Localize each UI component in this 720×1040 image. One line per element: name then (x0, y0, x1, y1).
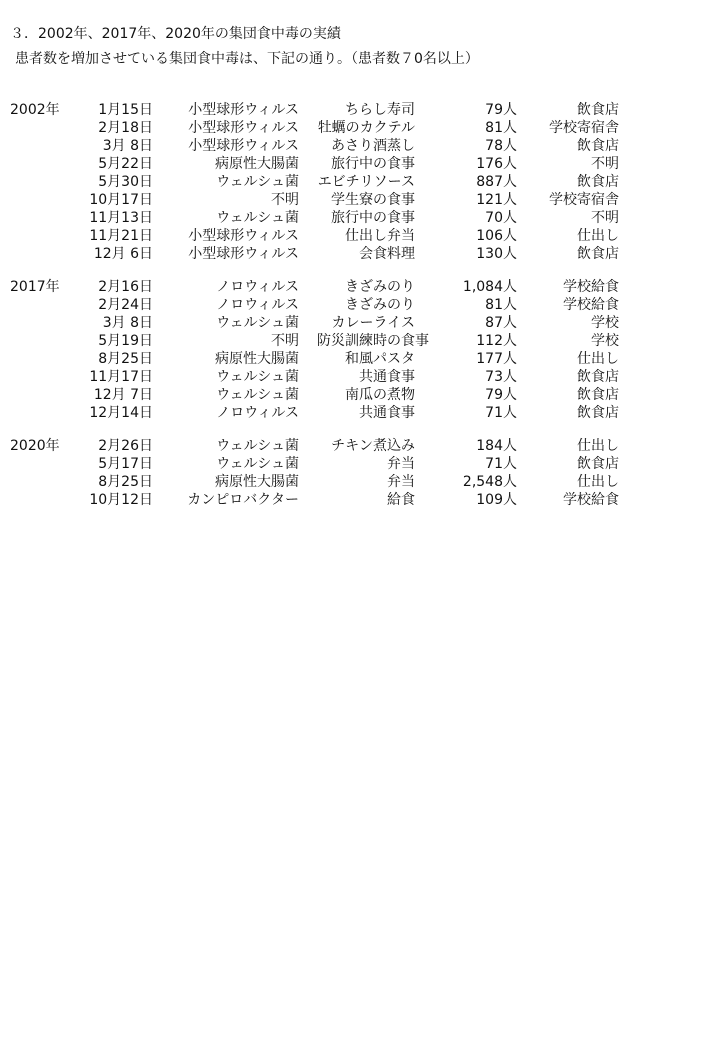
count-cell: 176人 (476, 156, 517, 172)
food-cell: ちらし寿司 (345, 102, 415, 118)
year-label: 2017年 (10, 279, 60, 295)
place-cell: 学校 (591, 333, 619, 349)
table-row (0, 278, 720, 296)
place-cell: 学校給食 (563, 297, 619, 313)
food-cell: エビチリソース (317, 174, 415, 190)
date-cell: 2月18日 (98, 120, 153, 136)
date-cell: 10月17日 (89, 192, 153, 208)
food-cell: 給食 (387, 492, 415, 508)
place-cell: 仕出し (577, 438, 619, 454)
food-cell: 和風パスタ (345, 351, 415, 367)
page-subtitle: 患者数を増加させている集団食中毒は、下記の通り。（患者数７0名以上） (15, 51, 479, 67)
place-cell: 仕出し (577, 228, 619, 244)
table-row (0, 473, 720, 491)
food-cell: 共通食事 (359, 369, 415, 385)
cause-cell: ノロウィルス (216, 405, 299, 421)
table-row (0, 191, 720, 209)
food-cell: きざみのり (345, 279, 415, 295)
date-cell: 8月25日 (98, 351, 153, 367)
count-cell: 71人 (485, 405, 517, 421)
table-row (0, 101, 720, 119)
food-cell: あさり酒蒸し (331, 138, 415, 154)
date-cell: 11月21日 (89, 228, 153, 244)
place-cell: 飲食店 (577, 387, 619, 403)
place-cell: 飲食店 (577, 138, 619, 154)
date-cell: 12月 7日 (93, 387, 153, 403)
date-cell: 11月17日 (89, 369, 153, 385)
place-cell: 仕出し (577, 351, 619, 367)
food-cell: 旅行中の食事 (331, 210, 415, 226)
date-cell: 1月15日 (98, 102, 153, 118)
date-cell: 10月12日 (89, 492, 153, 508)
cause-cell: 病原性大腸菌 (215, 351, 299, 367)
table-row (0, 386, 720, 404)
count-cell: 109人 (476, 492, 517, 508)
count-cell: 73人 (485, 369, 517, 385)
count-cell: 71人 (485, 456, 517, 472)
table-row (0, 332, 720, 350)
food-cell: きざみのり (345, 297, 415, 313)
cause-cell: カンピロバクター (187, 492, 299, 508)
food-cell: 仕出し弁当 (345, 228, 415, 244)
count-cell: 79人 (485, 387, 517, 403)
place-cell: 不明 (591, 156, 619, 172)
cause-cell: 病原性大腸菌 (215, 156, 299, 172)
date-cell: 2月16日 (98, 279, 153, 295)
count-cell: 177人 (476, 351, 517, 367)
food-cell: 学生寮の食事 (331, 192, 415, 208)
count-cell: 887人 (476, 174, 517, 190)
cause-cell: ウェルシュ菌 (216, 387, 299, 403)
table-row (0, 245, 720, 263)
cause-cell: ウェルシュ菌 (216, 369, 299, 385)
table-row (0, 455, 720, 473)
place-cell: 飲食店 (577, 246, 619, 262)
place-cell: 不明 (591, 210, 619, 226)
food-cell: チキン煮込み (331, 438, 415, 454)
table-row (0, 368, 720, 386)
cause-cell: 病原性大腸菌 (215, 474, 299, 490)
date-cell: 8月25日 (98, 474, 153, 490)
count-cell: 106人 (476, 228, 517, 244)
cause-cell: ノロウィルス (216, 297, 299, 313)
place-cell: 学校寄宿舎 (549, 192, 619, 208)
count-cell: 112人 (476, 333, 517, 349)
date-cell: 12月14日 (89, 405, 153, 421)
date-cell: 3月 8日 (102, 315, 153, 331)
food-cell: 牡蠣のカクテル (317, 120, 415, 136)
date-cell: 5月19日 (98, 333, 153, 349)
date-cell: 3月 8日 (102, 138, 153, 154)
date-cell: 12月 6日 (93, 246, 153, 262)
year-section (0, 437, 720, 509)
place-cell: 飲食店 (577, 174, 619, 190)
count-cell: 184人 (476, 438, 517, 454)
place-cell: 学校給食 (563, 279, 619, 295)
count-cell: 81人 (485, 120, 517, 136)
cause-cell: ウェルシュ菌 (216, 315, 299, 331)
count-cell: 70人 (485, 210, 517, 226)
food-cell: カレーライス (331, 315, 415, 331)
table-row (0, 119, 720, 137)
place-cell: 学校給食 (563, 492, 619, 508)
place-cell: 飲食店 (577, 456, 619, 472)
date-cell: 11月13日 (89, 210, 153, 226)
cause-cell: ウェルシュ菌 (216, 174, 299, 190)
cause-cell: 不明 (271, 333, 299, 349)
year-label: 2020年 (10, 438, 60, 454)
cause-cell: 小型球形ウィルス (188, 138, 299, 154)
cause-cell: ウェルシュ菌 (216, 456, 299, 472)
table-row (0, 437, 720, 455)
count-cell: 78人 (485, 138, 517, 154)
place-cell: 飲食店 (577, 102, 619, 118)
food-cell: 弁当 (387, 456, 415, 472)
cause-cell: ノロウィルス (216, 279, 299, 295)
count-cell: 81人 (485, 297, 517, 313)
date-cell: 5月17日 (98, 456, 153, 472)
count-cell: 87人 (485, 315, 517, 331)
table-row (0, 491, 720, 509)
place-cell: 学校寄宿舎 (549, 120, 619, 136)
date-cell: 5月22日 (98, 156, 153, 172)
cause-cell: 小型球形ウィルス (188, 228, 299, 244)
page-title: ３．2002年、2017年、2020年の集団食中毒の実績 (10, 26, 341, 42)
table-row (0, 350, 720, 368)
count-cell: 121人 (476, 192, 517, 208)
table-row (0, 314, 720, 332)
place-cell: 仕出し (577, 474, 619, 490)
year-section (0, 278, 720, 422)
cause-cell: 小型球形ウィルス (188, 120, 299, 136)
cause-cell: ウェルシュ菌 (216, 210, 299, 226)
food-cell: 会食料理 (359, 246, 415, 262)
table-row (0, 155, 720, 173)
table-row (0, 296, 720, 314)
cause-cell: 不明 (271, 192, 299, 208)
cause-cell: 小型球形ウィルス (188, 246, 299, 262)
count-cell: 1,084人 (462, 279, 517, 295)
year-label: 2002年 (10, 102, 60, 118)
cause-cell: ウェルシュ菌 (216, 438, 299, 454)
table-row (0, 227, 720, 245)
table-row (0, 137, 720, 155)
table-row (0, 209, 720, 227)
table-row (0, 173, 720, 191)
place-cell: 飲食店 (577, 369, 619, 385)
cause-cell: 小型球形ウィルス (188, 102, 299, 118)
food-cell: 南瓜の煮物 (345, 387, 415, 403)
date-cell: 2月24日 (98, 297, 153, 313)
year-section (0, 101, 720, 263)
count-cell: 2,548人 (462, 474, 517, 490)
date-cell: 5月30日 (98, 174, 153, 190)
food-cell: 弁当 (387, 474, 415, 490)
place-cell: 学校 (591, 315, 619, 331)
count-cell: 79人 (485, 102, 517, 118)
food-cell: 旅行中の食事 (331, 156, 415, 172)
food-cell: 防災訓練時の食事 (317, 333, 429, 349)
count-cell: 130人 (476, 246, 517, 262)
place-cell: 飲食店 (577, 405, 619, 421)
date-cell: 2月26日 (98, 438, 153, 454)
table-row (0, 404, 720, 422)
food-cell: 共通食事 (359, 405, 415, 421)
